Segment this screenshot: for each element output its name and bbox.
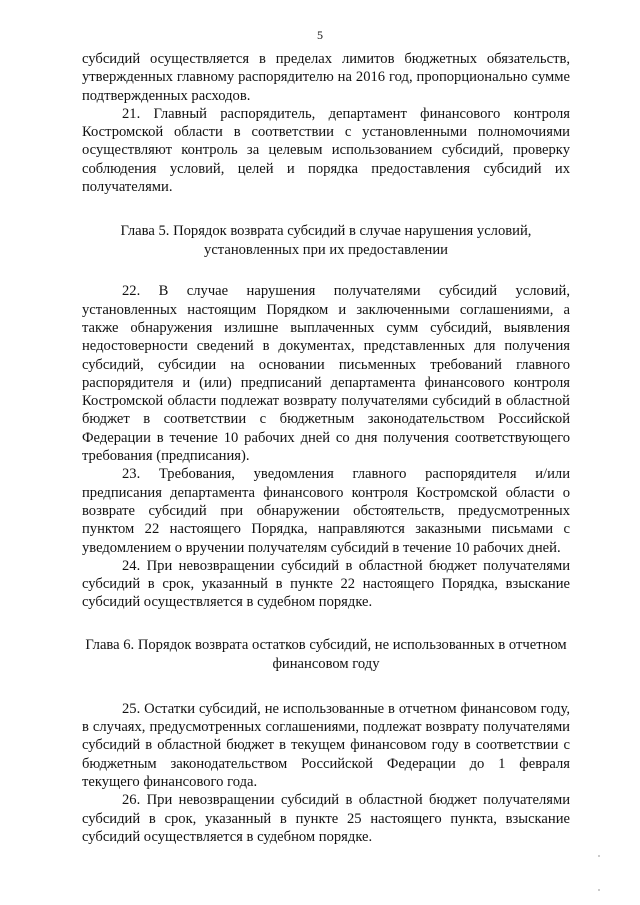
chapter-6-heading: Глава 6. Порядок возврата остатков субсидий, не использованных в отчетном финансовом году <box>85 636 567 672</box>
document-body <box>82 50 570 846</box>
paragraph-24: 24. При невозвращении субсидий в областной бюджет получателями субсидий в срок, указанный в пункте 22 настоящего Порядка, взыскание субсидий осуществляется в судебном порядке. <box>82 557 570 611</box>
scan-speck <box>598 855 600 857</box>
page-number: 5 <box>317 28 323 42</box>
paragraph-26: 26. При невозвращении субсидий в областной бюджет получателями субсидий в срок, указанный в пункте 25 настоящего пункта, взыскание субсидий осуществляется в судебном порядке. <box>82 792 570 845</box>
paragraph-25: 25. Остатки субсидий, не использованные в отчетном финансовом году, в случаях, предусмотренных соглашениями, подлежат возврату получателями субсидий в областной бюджет в текущем финансовом году в соответствии с бюджетным законодательством Российской Федерации до 1 февраля текущего финансового года. <box>82 700 570 790</box>
paragraph-22: 22. В случае нарушения получателями субсидий условий, установленных настоящим Порядком и заключенными соглашениями, а также обнаружения излишне выплаченных сумм субсидий, выявления недостоверности сведений в документах, представленных для получения субсидий, субсидии на основании письменных требований главного распорядителя и (или) предписаний департамента финансового контроля Костромской области подлежат возврату получателями субсидий в областной бюджет в соответствии с бюджетным законодательством Российской Федерации в течение 10 рабочих дней со дня получения соответствующего требования (предписания). <box>82 283 570 465</box>
scan-speck <box>598 889 600 891</box>
chapter-5-heading: Глава 5. Порядок возврата субсидий в случае нарушения условий, установленных при их предоставлении <box>120 223 532 259</box>
paragraph-21: 21. Главный распорядитель, департамент финансового контроля Костромской области в соответствии с установленными полномочиями осуществляют контроль за целевым использованием субсидий, проверку соблюдения условий, целей и порядка предоставления субсидий их получателями. <box>82 105 570 196</box>
paragraph-20-continuation: субсидий осуществляется в пределах лимитов бюджетных обязательств, утвержденных главному распорядителю на 2016 год, пропорционально сумме подтвержденных расходов. <box>82 51 570 104</box>
paragraph-23: 23. Требования, уведомления главного распорядителя и/или предписания департамента финансового контроля Костромской области о возврате субсидий при обнаружении обстоятельств, предусмотренных пунктом 22 настоящего Порядка, направляются заказными письмами с уведомлением о вручении получателям субсидий в течение 10 рабочих дней. <box>82 466 570 556</box>
